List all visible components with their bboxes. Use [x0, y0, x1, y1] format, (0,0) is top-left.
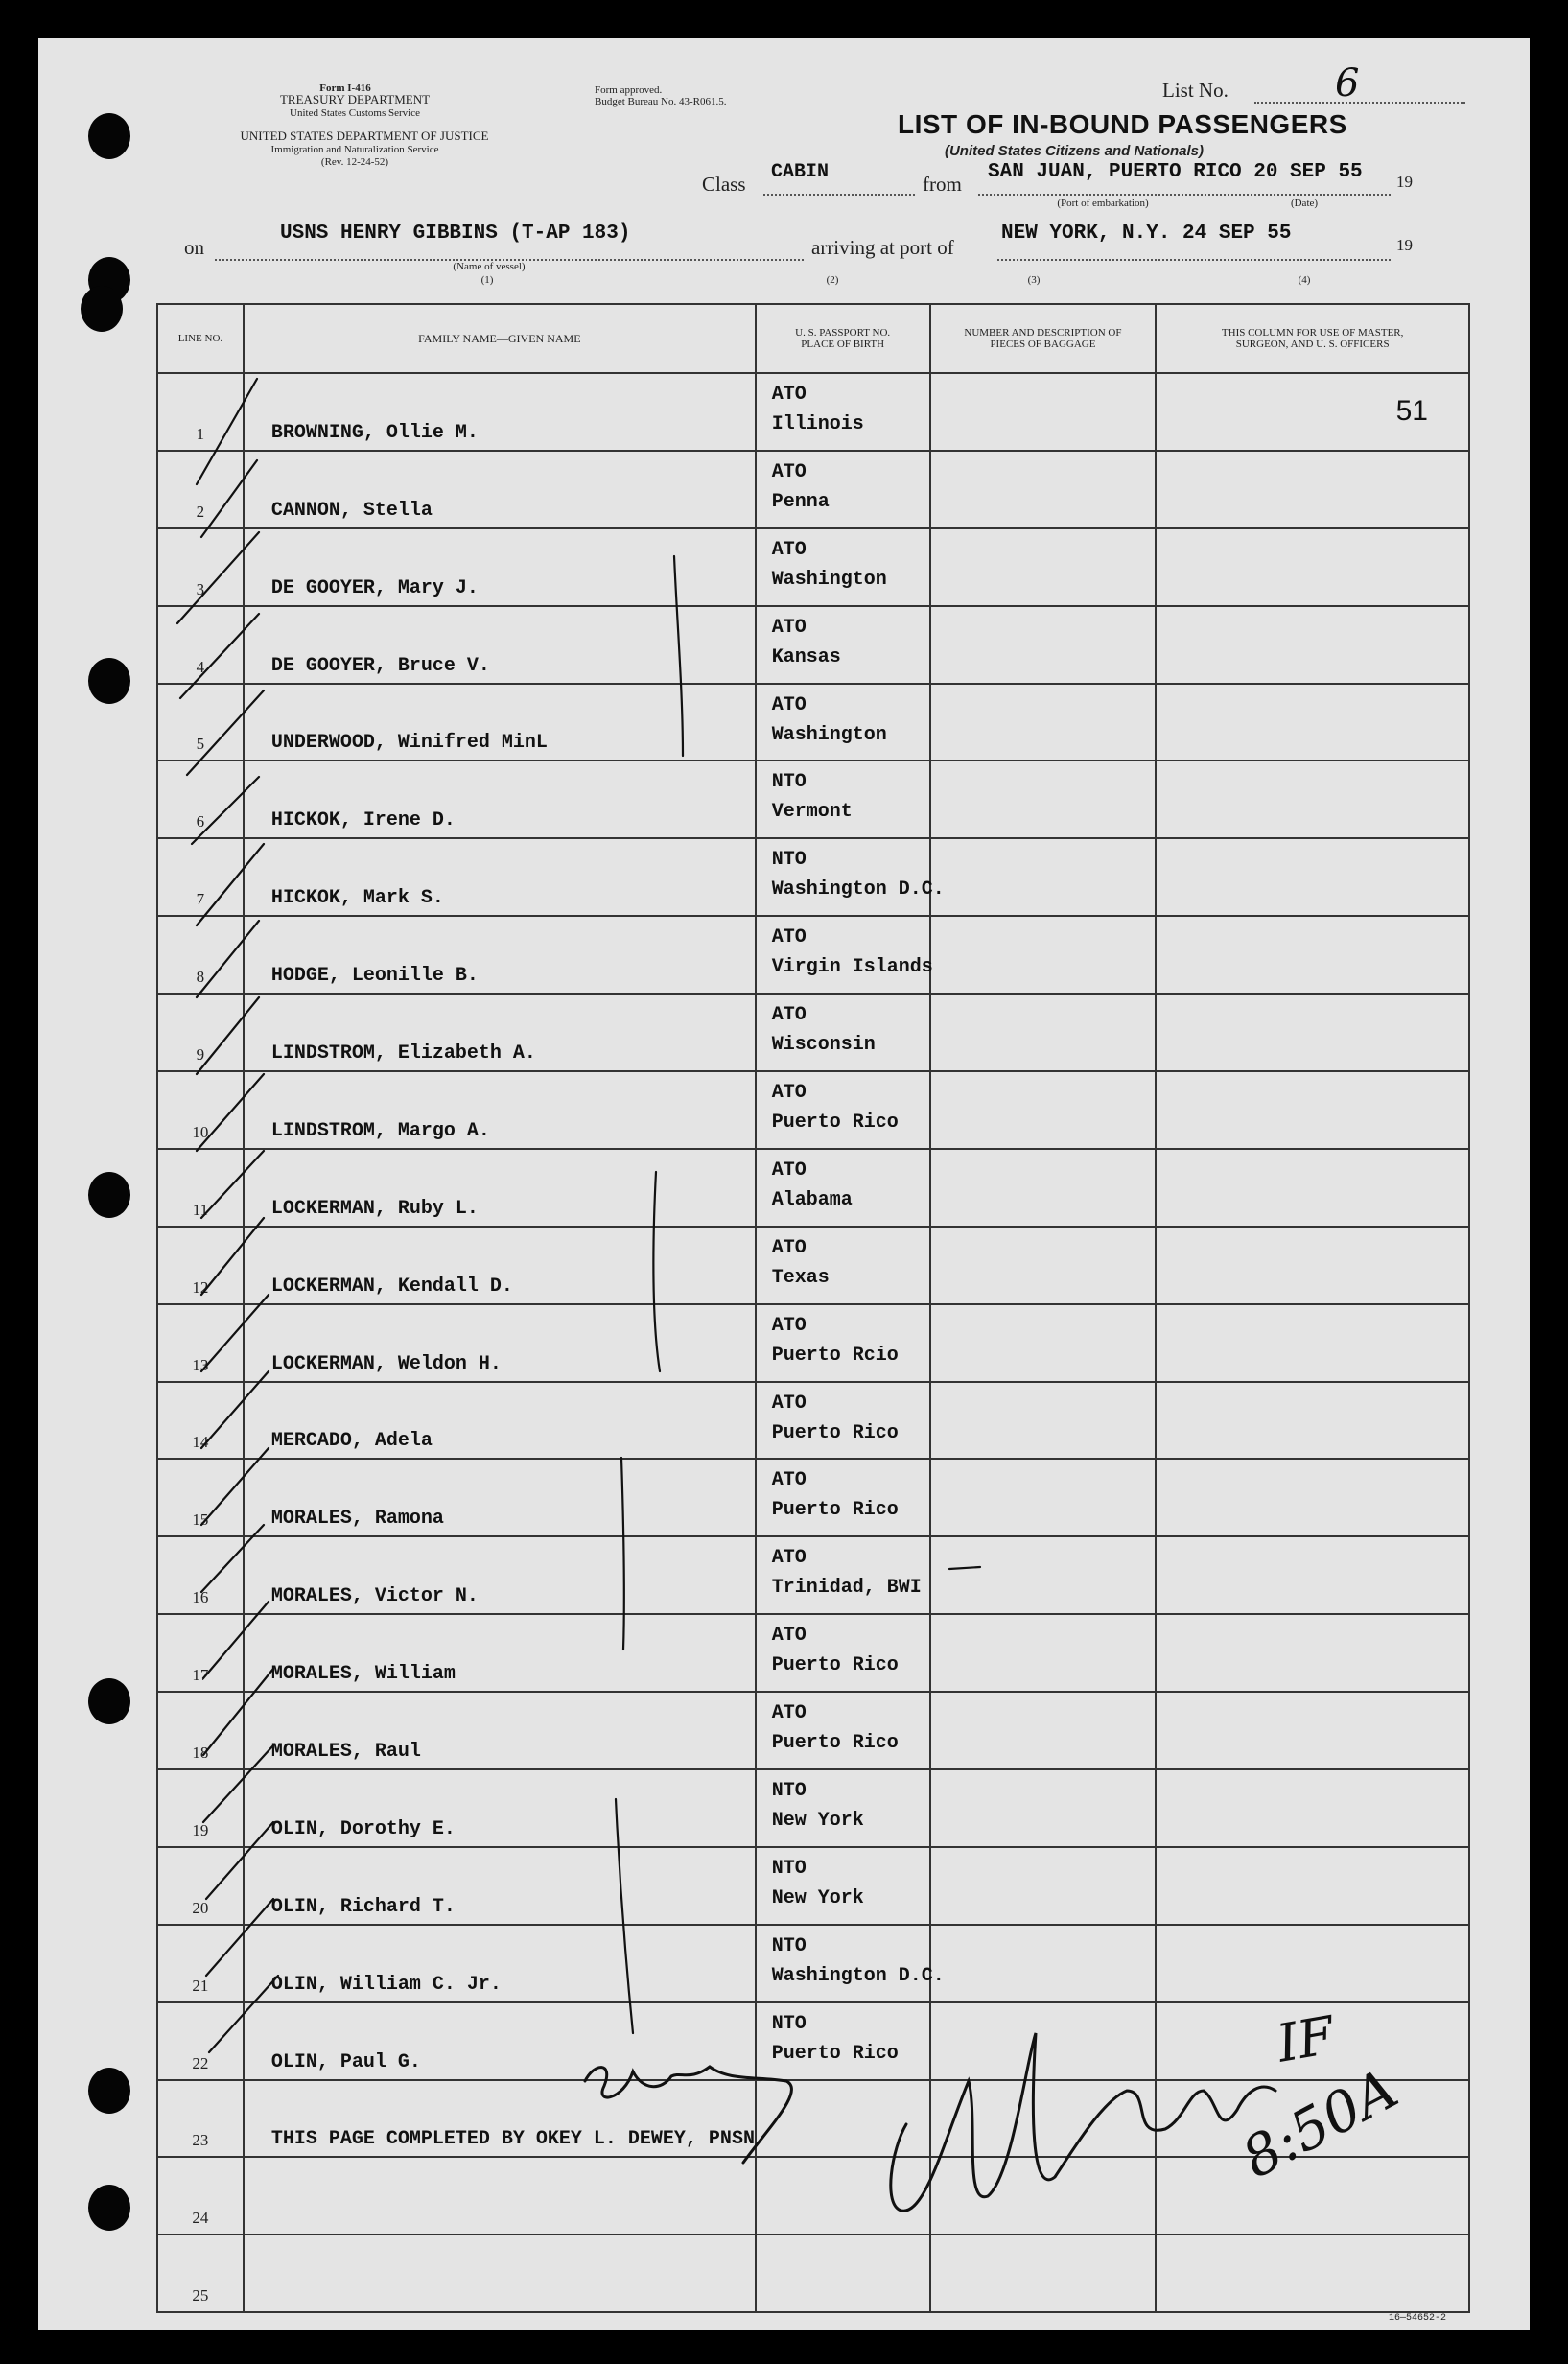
place-of-birth: Virgin Islands [771, 956, 933, 979]
line-number: 6 [196, 812, 205, 831]
passenger-name: MORALES, Victor N. [270, 1585, 479, 1608]
officer-cell [1156, 1459, 1469, 1536]
baggage-cell [930, 1614, 1157, 1692]
class-value: CABIN [771, 161, 830, 183]
port-embark-caption: (Port of embarkation) [1057, 198, 1149, 209]
line-number: 8 [196, 968, 205, 987]
line-number-cell [157, 528, 244, 606]
col-num-4: (4) [1298, 274, 1311, 286]
passenger-name: OLIN, Paul G. [270, 2050, 421, 2073]
passenger-name: CANNON, Stella [270, 499, 433, 522]
name-cell [244, 1071, 756, 1149]
baggage-cell [930, 1536, 1157, 1614]
line-number-cell [157, 1459, 244, 1536]
passport-cell [756, 1614, 930, 1692]
table-row [157, 1925, 1469, 2002]
customs-service: United States Customs Service [290, 107, 420, 119]
passport-cell [756, 606, 930, 684]
place-of-birth: Puerto Rico [771, 1654, 899, 1677]
passenger-name: OLIN, William C. Jr. [270, 1973, 502, 1996]
passport-cell [756, 373, 930, 451]
table-row [157, 1692, 1469, 1769]
place-of-birth: New York [771, 1810, 864, 1833]
form-number: Form I-416 [319, 82, 371, 94]
header-line-no: LINE NO. [157, 304, 244, 373]
baggage-cell [930, 2002, 1157, 2080]
time-annotation: 8:50A [1231, 2055, 1409, 2191]
line-number: 4 [196, 657, 205, 676]
initials-annotation: IF [1272, 2004, 1339, 2074]
passport-cell [756, 1692, 930, 1769]
line-number-cell [157, 1769, 244, 1847]
table-row [157, 1459, 1469, 1536]
passport-cell [756, 684, 930, 761]
line-number-cell [157, 451, 244, 528]
table-row [157, 373, 1469, 451]
line-number-cell [157, 606, 244, 684]
place-of-birth: Kansas [771, 645, 841, 668]
baggage-cell [930, 838, 1157, 916]
form-rev: (Rev. 12-24-52) [320, 156, 389, 168]
table-row [157, 451, 1469, 528]
officer-cell [1156, 1304, 1469, 1382]
name-cell [244, 2002, 756, 2080]
line-number: 18 [192, 1744, 209, 1763]
place-of-birth: Puerto Rcio [771, 1344, 899, 1367]
officer-cell [1156, 916, 1469, 994]
line-number-cell [157, 1692, 244, 1769]
line-number-cell [157, 2235, 244, 2312]
line-number-cell [157, 1536, 244, 1614]
from-line [978, 194, 1391, 196]
line-number: 7 [196, 890, 205, 909]
place-of-birth: New York [771, 1886, 864, 1909]
header-baggage: NUMBER AND DESCRIPTION OF PIECES OF BAGGAGE [930, 304, 1157, 373]
place-of-birth: Washington [771, 723, 887, 746]
passport-cell [756, 1925, 945, 2002]
line-number-cell [157, 684, 244, 761]
officer-cell [1156, 1382, 1469, 1460]
vessel-name: USNS HENRY GIBBINS (T-AP 183) [280, 222, 631, 245]
passenger-name: LOCKERMAN, Weldon H. [270, 1352, 502, 1375]
header-passport: U. S. PASSPORT NO. PLACE OF BIRTH [756, 304, 930, 373]
baggage-cell [930, 1769, 1157, 1847]
list-no-line [1254, 102, 1465, 104]
passenger-name: HODGE, Leonille B. [270, 965, 479, 988]
baggage-cell [930, 1304, 1157, 1382]
baggage-cell [930, 1459, 1157, 1536]
print-code: 16—54652-2 [1389, 2313, 1447, 2324]
passport-number: ATO [771, 693, 807, 716]
place-of-birth: Puerto Rico [771, 1421, 899, 1444]
place-of-birth: Texas [771, 1266, 830, 1289]
baggage-cell [930, 994, 1157, 1071]
punch-hole [81, 286, 123, 332]
passport-cell [756, 528, 930, 606]
line-number-cell [157, 1071, 244, 1149]
ins-service: Immigration and Naturalization Service [270, 144, 439, 155]
table-row [157, 1149, 1469, 1227]
passenger-name: LOCKERMAN, Kendall D. [270, 1275, 513, 1298]
officer-cell [1156, 1925, 1469, 2002]
passport-number: NTO [771, 1857, 807, 1880]
baggage-cell [930, 684, 1157, 761]
col-num-2: (2) [826, 274, 839, 286]
passport-number: ATO [771, 1469, 807, 1492]
place-of-birth: Washington [771, 568, 887, 591]
passport-number: ATO [771, 538, 807, 561]
name-cell [244, 528, 756, 606]
officer-cell [1156, 1614, 1469, 1692]
table-row [157, 838, 1469, 916]
punch-hole [88, 1678, 130, 1724]
passenger-name: DE GOOYER, Mary J. [270, 576, 479, 599]
passport-cell [756, 838, 945, 916]
line-number: 22 [192, 2053, 209, 2072]
line-number-cell [157, 2002, 244, 2080]
year-suffix-2: 19 [1396, 236, 1413, 254]
punch-hole [88, 113, 130, 159]
passport-cell [756, 2235, 930, 2312]
name-cell [244, 1692, 756, 1769]
list-no-value: 6 [1335, 61, 1360, 105]
table-row [157, 1382, 1469, 1460]
name-cell [244, 1925, 756, 2002]
from-label: from [923, 173, 962, 196]
line-number: 19 [192, 1820, 209, 1839]
baggage-cell [930, 1382, 1157, 1460]
table-row [157, 761, 1469, 838]
punch-hole [88, 2185, 130, 2231]
place-of-birth: Washington D.C. [771, 1964, 945, 1987]
passenger-name: LINDSTROM, Margo A. [270, 1119, 490, 1142]
punch-hole [88, 2068, 130, 2114]
table-header-row [157, 304, 1469, 373]
class-label: Class [702, 173, 746, 196]
baggage-cell [930, 1149, 1157, 1227]
officer-cell [1156, 1149, 1469, 1227]
officer-cell [1156, 761, 1469, 838]
name-cell [244, 2080, 756, 2158]
place-of-birth: Vermont [771, 801, 853, 824]
treasury-dept: TREASURY DEPARTMENT [279, 92, 431, 106]
officer-cell [1156, 2235, 1469, 2312]
passport-cell [756, 1304, 930, 1382]
table-row [157, 1769, 1469, 1847]
baggage-cell [930, 1692, 1157, 1769]
place-of-birth: Illinois [771, 413, 864, 435]
baggage-cell [930, 2080, 1157, 2158]
passport-number: NTO [771, 2012, 807, 2035]
officer-cell [1156, 373, 1469, 451]
baggage-cell [930, 451, 1157, 528]
table-row [157, 994, 1469, 1071]
class-line [763, 194, 915, 196]
table-row [157, 528, 1469, 606]
list-no-label: List No. [1162, 79, 1229, 102]
passport-cell [756, 1382, 930, 1460]
table-row [157, 916, 1469, 994]
passport-cell [756, 1847, 930, 1925]
passport-number: ATO [771, 616, 807, 639]
passenger-name: LOCKERMAN, Ruby L. [270, 1197, 479, 1220]
line-number-cell [157, 1227, 244, 1304]
officer-cell [1156, 1847, 1469, 1925]
place-of-birth: Penna [771, 490, 830, 513]
baggage-cell [930, 373, 1157, 451]
name-cell [244, 684, 756, 761]
line-number: 13 [192, 1355, 209, 1374]
name-cell [244, 1459, 756, 1536]
passport-number: NTO [771, 771, 807, 794]
page-title: LIST OF IN-BOUND PASSENGERS [898, 109, 1347, 139]
officer-cell [1156, 451, 1469, 528]
officer-cell [1156, 1536, 1469, 1614]
header-officers: THIS COLUMN FOR USE OF MASTER, SURGEON, AND U. S. OFFICERS [1156, 304, 1469, 373]
line-number: 10 [192, 1122, 209, 1141]
baggage-cell [930, 2235, 1157, 2312]
passport-number: ATO [771, 460, 807, 483]
passport-cell [756, 994, 930, 1071]
name-cell [244, 916, 756, 994]
line-number-cell [157, 373, 244, 451]
place-of-birth: Puerto Rico [771, 1499, 899, 1522]
line-number-cell [157, 1149, 244, 1227]
passport-number: ATO [771, 1702, 807, 1725]
name-cell [244, 2235, 756, 2312]
officer-cell [1156, 2157, 1469, 2235]
punch-hole [88, 1172, 130, 1218]
date-caption: (Date) [1290, 198, 1319, 209]
punch-hole [88, 658, 130, 704]
passport-number: ATO [771, 1159, 807, 1182]
embarkation-value: SAN JUAN, PUERTO RICO 20 SEP 55 [988, 161, 1363, 183]
table-row [157, 2235, 1469, 2312]
table-row [157, 1071, 1469, 1149]
passenger-name: MERCADO, Adela [270, 1430, 433, 1453]
officer-cell [1156, 606, 1469, 684]
officer-cell [1156, 838, 1469, 916]
baggage-cell [930, 606, 1157, 684]
line-number: 25 [192, 2286, 209, 2305]
passport-number: ATO [771, 384, 807, 406]
passport-cell [756, 451, 930, 528]
name-cell [244, 606, 756, 684]
line-number-cell [157, 1925, 244, 2002]
passenger-name: UNDERWOOD, Winifred MinL [270, 732, 548, 755]
passport-cell [756, 2080, 930, 2158]
table-row [157, 606, 1469, 684]
passenger-table [156, 303, 1470, 2313]
justice-dept: UNITED STATES DEPARTMENT OF JUSTICE [240, 129, 489, 143]
line-number: 16 [192, 1588, 209, 1607]
name-cell [244, 1227, 756, 1304]
name-cell [244, 994, 756, 1071]
line-number: 17 [192, 1666, 209, 1685]
passport-number: ATO [771, 1082, 807, 1105]
line-number: 1 [196, 424, 205, 443]
passenger-name: LINDSTROM, Elizabeth A. [270, 1042, 536, 1065]
arrival-line [997, 259, 1391, 261]
passport-number: ATO [771, 1392, 807, 1415]
passenger-name: OLIN, Richard T. [270, 1895, 456, 1918]
passenger-name: MORALES, Ramona [270, 1508, 444, 1531]
name-cell [244, 1536, 756, 1614]
officer-cell [1156, 1769, 1469, 1847]
passenger-name: OLIN, Dorothy E. [270, 1817, 456, 1840]
line-number: 3 [196, 579, 205, 598]
place-of-birth: Puerto Rico [771, 1732, 899, 1755]
officer-cell [1156, 1227, 1469, 1304]
baggage-cell [930, 1071, 1157, 1149]
page-subtitle: (United States Citizens and Nationals) [944, 143, 1205, 159]
table-row [157, 1304, 1469, 1382]
passport-number: NTO [771, 1934, 807, 1957]
line-number: 20 [192, 1898, 209, 1917]
officer-cell [1156, 528, 1469, 606]
passport-number: ATO [771, 1625, 807, 1648]
passport-cell [756, 761, 930, 838]
table-row [157, 1227, 1469, 1304]
passenger-name: HICKOK, Irene D. [270, 809, 456, 832]
line-number: 12 [192, 1277, 209, 1297]
line-number-cell [157, 1304, 244, 1382]
passenger-name: MORALES, William [270, 1663, 456, 1686]
line-number: 24 [192, 2209, 209, 2228]
line-number-cell [157, 994, 244, 1071]
table-row [157, 684, 1469, 761]
passport-cell [756, 1071, 930, 1149]
line-number-cell [157, 2080, 244, 2158]
arrival-port: NEW YORK, N.Y. 24 SEP 55 [1001, 222, 1292, 245]
line-number: 23 [192, 2131, 209, 2150]
passport-number: NTO [771, 1780, 807, 1803]
header-name: FAMILY NAME—GIVEN NAME [244, 304, 756, 373]
passport-number: ATO [771, 1547, 807, 1570]
line-number-cell [157, 1614, 244, 1692]
passport-number: ATO [771, 926, 807, 949]
name-cell [244, 838, 756, 916]
name-cell [244, 1769, 756, 1847]
baggage-cell [930, 1847, 1157, 1925]
line-number-cell [157, 1382, 244, 1460]
name-cell [244, 1304, 756, 1382]
name-cell [244, 1382, 756, 1460]
name-cell [244, 1847, 756, 1925]
officer-cell [1156, 994, 1469, 1071]
arriving-label: arriving at port of [811, 236, 954, 259]
passenger-name: HICKOK, Mark S. [270, 887, 444, 910]
on-label: on [184, 236, 204, 259]
line-number-cell [157, 838, 244, 916]
place-of-birth: Wisconsin [771, 1034, 876, 1057]
line-number-cell [157, 2157, 244, 2235]
place-of-birth: Trinidad, BWI [771, 1577, 922, 1600]
officer-cell [1156, 1071, 1469, 1149]
place-of-birth: Puerto Rico [771, 2042, 899, 2065]
officer-cell [1156, 684, 1469, 761]
officer-cell [1156, 1692, 1469, 1769]
line-number: 5 [196, 735, 205, 754]
name-cell [244, 373, 756, 451]
passenger-name: DE GOOYER, Bruce V. [270, 654, 490, 677]
name-cell [244, 2157, 756, 2235]
baggage-cell [930, 528, 1157, 606]
passenger-name: THIS PAGE COMPLETED BY OKEY L. DEWEY, PNSN [270, 2128, 755, 2151]
passport-number: ATO [771, 1314, 807, 1337]
place-of-birth: Alabama [771, 1188, 853, 1211]
passport-cell [756, 2002, 930, 2080]
passenger-name: BROWNING, Ollie M. [270, 421, 479, 444]
passport-number: ATO [771, 1004, 807, 1027]
line-number-cell [157, 1847, 244, 1925]
col-num-1: (1) [480, 274, 494, 286]
baggage-cell [930, 761, 1157, 838]
baggage-cell [930, 1925, 1157, 2002]
line-number: 11 [192, 1200, 209, 1219]
name-cell [244, 761, 756, 838]
passport-number: ATO [771, 1236, 807, 1259]
place-of-birth: Puerto Rico [771, 1112, 899, 1135]
table-row [157, 1536, 1469, 1614]
passport-cell [756, 1227, 930, 1304]
line-number-cell [157, 916, 244, 994]
vessel-caption: (Name of vessel) [453, 261, 526, 272]
col-num-3: (3) [1027, 274, 1041, 286]
name-cell [244, 451, 756, 528]
officer-note: 51 [1395, 395, 1428, 427]
passport-cell [756, 2157, 930, 2235]
line-number: 21 [192, 1976, 209, 1995]
baggage-cell [930, 916, 1157, 994]
passport-cell [756, 1769, 930, 1847]
passport-cell [756, 1149, 930, 1227]
year-suffix-1: 19 [1396, 173, 1413, 191]
line-number: 9 [196, 1045, 205, 1065]
passport-cell [756, 1536, 930, 1614]
name-cell [244, 1614, 756, 1692]
line-number: 14 [192, 1433, 209, 1452]
line-number-cell [157, 761, 244, 838]
baggage-cell [930, 2157, 1157, 2235]
table-row [157, 1614, 1469, 1692]
passport-cell [756, 1459, 930, 1536]
name-cell [244, 1149, 756, 1227]
budget-bureau: Budget Bureau No. 43-R061.5. [595, 96, 727, 107]
passenger-name: MORALES, Raul [270, 1741, 421, 1764]
place-of-birth: Washington D.C. [771, 878, 945, 901]
table-row [157, 1847, 1469, 1925]
passport-number: NTO [771, 849, 807, 872]
passport-cell [756, 916, 933, 994]
line-number: 15 [192, 1510, 209, 1530]
line-number: 2 [196, 502, 205, 521]
form-approved: Form approved. [595, 84, 663, 96]
baggage-cell [930, 1227, 1157, 1304]
